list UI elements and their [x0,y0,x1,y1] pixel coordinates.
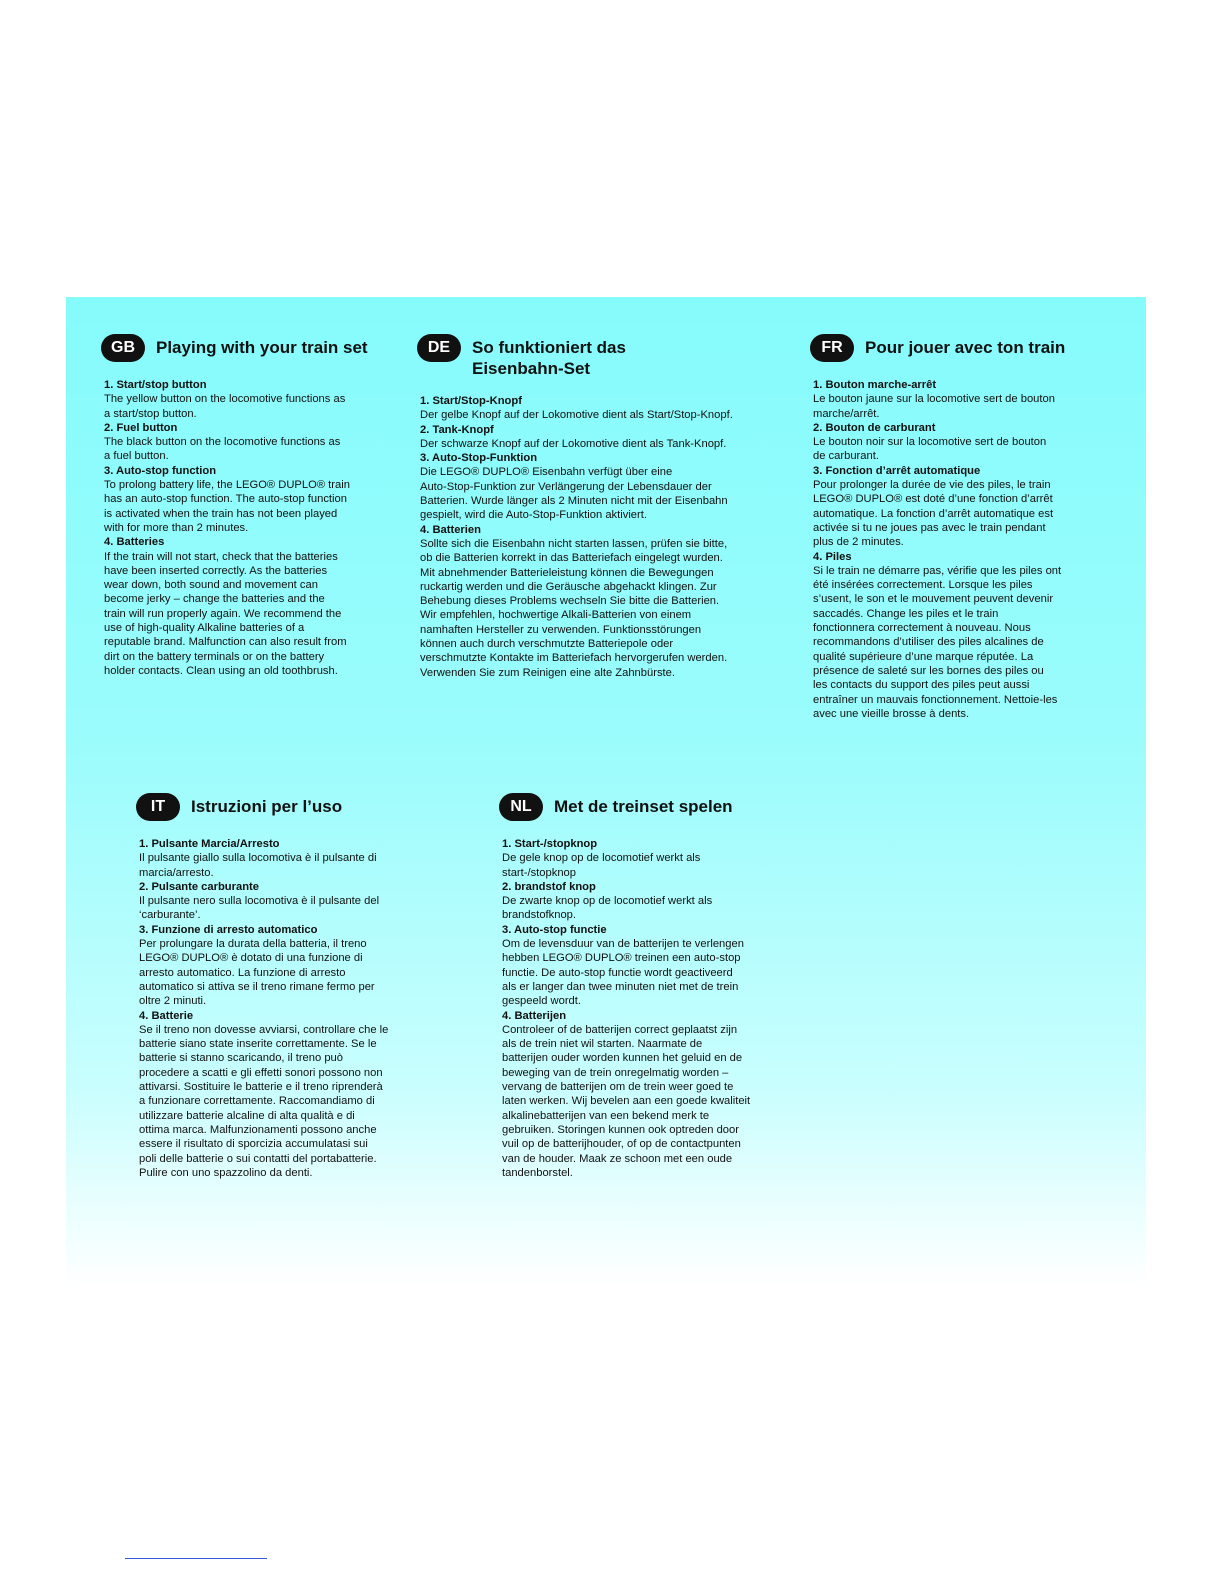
item-text: Controleer of de batterijen correct geplaatst zijn als de trein niet wil starten. Naarmate de batterijen ouder worden kunnen het geluid en de beweging van de trein onregelmatig worden – vervang de batterijen om de trein weer goed te laten werken. Wij bevelen aan een goede kwaliteit alkalinebatterijen van een bekend merk te gebruiken. Storingen kunnen ook optreden door vuil op de batterijhouder, of op de contactpunten van de houder. Maak ze schoon met een oude tandenborstel. [502,1023,751,1179]
item-heading: 4. Batterijen [502,1009,567,1022]
footer-divider [125,1558,267,1559]
section-header [499,793,799,821]
section-gb [101,334,401,678]
language-badge-fr: FR [810,334,854,362]
item-text: If the train will not start, check that the batteries have been inserted correctly. As the batteries wear down, both sound and movement can become jerky – change the batteries and the train will run properly again. We recommend the use of high-quality Alkaline batteries of a reputable brand. Malfunction can also result from dirt on the battery terminals or on the battery holder contacts. Clean using an old toothbrush. [104,550,347,677]
section-title: Istruzioni per l’uso [191,797,343,816]
item-text: Se il treno non dovesse avviarsi, controllare che le batterie siano state inserite correttamente. Se le batterie si stanno scaricando, il treno può procedere a scatti e gli effetti sonori possono non attivarsi. Sostituire le batterie e il treno riprenderà a funzionare correttamente. Raccomandiamo di utilizzare batterie alcaline di alta qualità e di ottima marca. Malfunzionamenti possono anche essere il risultato di sporcizia accumulatasi sui poli delle batterie o sui contatti del portabatterie. Pulire con uno spazzolino da denti. [139,1023,389,1179]
item-heading: 4. Batterien [420,523,481,536]
item-heading: 1. Start/stop button [104,379,207,391]
item-heading: 3. Auto-stop functie [502,923,607,936]
item-text: Le bouton noir sur la locomotive sert de bouton de carburant. [813,436,1047,463]
item-heading: 1. Pulsante Marcia/Arresto [139,838,280,850]
section-fr [810,334,1110,721]
item-text: To prolong battery life, the LEGO® DUPLO® train has an auto-stop function. The auto-stop function is activated when the train has not been played with for more than 2 minutes. [104,479,350,534]
item-text: Per prolungare la durata della batteria, il treno LEGO® DUPLO® è dotato di una funzione di arresto automatico. La funzione di arresto automatico si attiva se il treno rimane fermo per oltre 2 minuti. [139,938,375,1008]
section-header [810,334,1110,362]
item-text: Il pulsante nero sulla locomotiva è il pulsante del ‘carburante’. [139,895,380,922]
item-text: The yellow button on the locomotive functions as a start/stop button. [104,393,346,420]
item-heading: 3. Auto-Stop-Funktion [420,452,538,465]
section-de [417,334,797,680]
item-text: Le bouton jaune sur la locomotive sert de bouton marche/arrêt. [813,393,1055,420]
section-title: Met de treinset spelen [554,797,733,816]
section-body [417,394,797,680]
item-text: Der gelbe Knopf auf der Lokomotive dient als Start/Stop-Knopf. [420,409,733,422]
item-heading: 2. Bouton de carburant [813,421,936,434]
item-text: De gele knop op de locomotief werkt als start-/stopknop [502,852,701,879]
language-badge-it: IT [136,793,180,821]
item-text: Si le train ne démarre pas, vérifie que les piles ont été insérées correctement. Lorsque les piles s’usent, le son et le mouvement peuvent devenir saccadés. Change les piles et le train fonctionnera correctement à nouveau. Nous recommandons d’utiliser des piles alcalines de qualité supérieure d’une marque réputée. La présence de saleté sur les bornes des piles ou les contacts du support des piles peut aussi entraîner un mauvais fonctionnement. Nettoie-les avec une vieille brosse à dents. [813,564,1062,720]
item-text: Pour prolonger la durée de vie des piles, le train LEGO® DUPLO® est doté d’une fonction d’arrêt automatique. La fonction d’arrêt automatique est activée si tu ne joues pas avec le train pendant plus de 2 minutes. [813,479,1054,549]
item-text: Sollte sich die Eisenbahn nicht starten lassen, prüfen sie bitte, ob die Batterien korrekt in das Batteriefach eingelegt wurden. Mit abnehmender Batterieleistung können die Bewegungen ruckartig werden und die Geräusche abgehackt klingen. Zur Behebung dieses Problems wechseln Sie bitte die Batterien. Wir empfehlen, hochwertige Alkali-Batterien von einem namhaften Hersteller zu verwenden. Funktionsstörungen können auch durch verschmutzte Batteriepole oder verschmutzte Kontakte im Batteriefach hervorgerufen werden. Verwenden Sie zum Reinigen eine alte Zahnbürste. [420,537,728,679]
item-heading: 2. Tank-Knopf [420,423,494,436]
item-heading: 3. Fonction d’arrêt automatique [813,464,981,477]
language-badge-nl: NL [499,793,543,821]
item-heading: 1. Bouton marche-arrêt [813,379,937,391]
language-badge-gb: GB [101,334,145,362]
item-heading: 4. Piles [813,550,852,563]
item-heading: 2. brandstof knop [502,880,596,893]
item-heading: 3. Funzione di arresto automatico [139,923,318,936]
item-text: Il pulsante giallo sulla locomotiva è il pulsante di marcia/arresto. [139,852,377,879]
section-title: Playing with your train set [156,338,368,357]
section-body [499,837,799,1180]
item-text: The black button on the locomotive functions as a fuel button. [104,436,341,463]
item-text: Die LEGO® DUPLO® Eisenbahn verfügt über eine Auto-Stop-Funktion zur Verlängerung der Lebensdauer der Batterien. Wurde länger als 2 Minuten nicht mit der Eisenbahn gespielt, wird die Auto-Stop-Funktion aktiviert. [420,466,728,522]
item-heading: 2. Pulsante carburante [139,880,259,893]
section-header [136,793,436,821]
section-nl [499,793,799,1180]
section-body [810,378,1110,721]
section-title: Pour jouer avec ton train [865,338,1066,357]
section-body [101,378,401,678]
item-heading: 2. Fuel button [104,421,178,434]
item-text: Der schwarze Knopf auf der Lokomotive dient als Tank-Knopf. [420,437,727,450]
item-heading: 1. Start/Stop-Knopf [420,395,522,407]
item-heading: 1. Start-/stopknop [502,838,598,850]
item-text: Om de levensduur van de batterijen te verlengen hebben LEGO® DUPLO® treinen een auto-stop functie. De auto-stop functie wordt geactiveerd als er langer dan twee minuten niet met de trein gespeeld wordt. [502,938,744,1008]
item-heading: 3. Auto-stop function [104,464,217,477]
item-text: De zwarte knop op de locomotief werkt als brandstofknop. [502,895,713,922]
section-header [101,334,401,362]
item-heading: 4. Batterie [139,1009,194,1022]
item-heading: 4. Batteries [104,536,165,549]
section-it [136,793,436,1180]
language-badge-de: DE [417,334,461,362]
section-body [136,837,436,1180]
section-title: So funktioniert das Eisenbahn-Set [472,338,626,378]
section-header [417,334,797,379]
